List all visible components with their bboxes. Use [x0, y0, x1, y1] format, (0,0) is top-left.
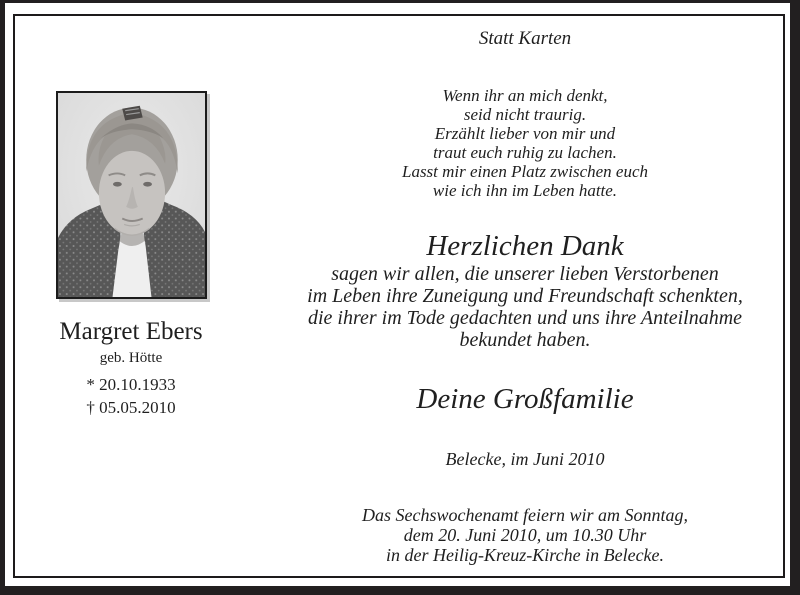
thanks-text-line: bekundet haben.	[459, 329, 591, 351]
poem-line: Lasst mir einen Platz zwischen euch	[401, 162, 648, 181]
family-signature: Deine Großfamilie	[416, 383, 634, 415]
service-line: in der Heilig-Kreuz-Kirche in Belecke.	[385, 545, 665, 565]
life-dates	[86, 373, 175, 419]
poem-line: wie ich ihn im Leben hatte.	[432, 181, 618, 200]
portrait-illustration	[58, 93, 205, 297]
thanks-text	[250, 263, 800, 351]
deceased-name: Margret Ebers	[59, 318, 203, 345]
service-announcement	[250, 505, 800, 565]
statt-karten-note: Statt Karten	[478, 28, 572, 49]
poem-line: traut euch ruhig zu lachen.	[433, 143, 617, 162]
thanks-text-line: sagen wir allen, die unserer lieben Verstorbenen	[331, 263, 719, 285]
death-date: † 05.05.2010	[86, 398, 176, 417]
thanks-heading: Herzlichen Dank	[426, 230, 624, 262]
place-date-line: Belecke, im Juni 2010	[445, 449, 605, 469]
thanks-text-line: die ihrer im Tode gedachten und uns ihre Anteilnahme	[307, 307, 743, 329]
thanks-text-line: im Leben ihre Zuneigung und Freundschaft schenkten,	[307, 285, 743, 307]
poem-line: seid nicht traurig.	[463, 105, 587, 124]
portrait-photo	[56, 91, 207, 299]
service-line: Das Sechswochenamt feiern wir am Sonntag,	[362, 505, 688, 525]
poem-line: Erzählt lieber von mir und	[434, 124, 616, 143]
birth-date: * 20.10.1933	[86, 375, 176, 394]
poem-line: Wenn ihr an mich denkt,	[442, 86, 608, 105]
birth-name: geb. Hötte	[99, 350, 163, 366]
deceased-info	[25, 317, 237, 419]
memorial-card	[5, 3, 790, 586]
memorial-poem	[250, 86, 800, 200]
service-line: dem 20. Juni 2010, um 10.30 Uhr	[403, 525, 647, 545]
